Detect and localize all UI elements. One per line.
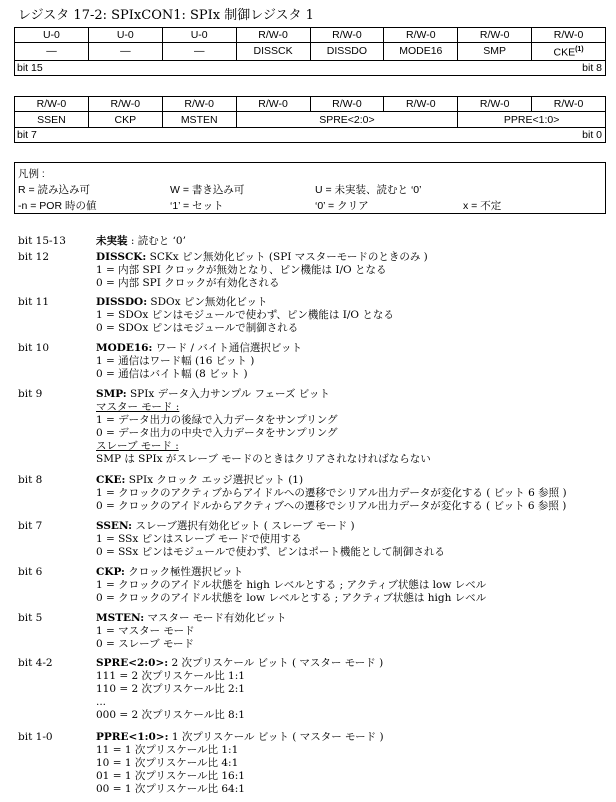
bit-name-cell: MSTEN	[162, 112, 236, 128]
bit-range-row	[15, 60, 606, 75]
description-line	[96, 683, 383, 696]
description-text: ワード / バイト通信選択ビット	[152, 342, 303, 354]
legend-unknown: x = 不定	[463, 200, 502, 212]
bit-description	[96, 731, 384, 796]
access-cell: R/W-0	[88, 97, 162, 112]
description-text: 1 = 通信はワード幅 (16 ビット )	[96, 355, 255, 367]
description-line	[96, 783, 384, 796]
register-title: レジスタ 17-2: SPIxCON1: SPIx 制御レジスタ 1	[18, 8, 314, 23]
bit-description	[96, 388, 431, 466]
field-name: DISSDO:	[96, 296, 148, 308]
description-line	[96, 309, 394, 322]
bit-name-cell: DISSDO	[310, 43, 384, 61]
bit-description	[96, 657, 383, 722]
field-name: PPRE<1:0>:	[96, 731, 169, 743]
field-name: CKP:	[96, 566, 125, 578]
description-line	[96, 520, 445, 533]
bit-name-cell: —	[162, 43, 236, 61]
access-cell: R/W-0	[384, 28, 458, 43]
field-name: MODE16:	[96, 342, 153, 354]
description-line	[96, 500, 567, 513]
description-line	[96, 533, 445, 546]
legend-write: W = 書き込み可	[170, 184, 245, 196]
description-text: マスター モード有効化ビット	[144, 612, 287, 624]
description-text: SCKx ピン無効化ビット (SPI マスターモードのときのみ )	[146, 251, 428, 263]
description-line	[96, 453, 431, 466]
description-line	[96, 487, 567, 500]
bit-label: bit 9	[18, 388, 43, 400]
description-text: 1 = SDOx ピンはモジュールで使わず、ピン機能は I/O となる	[96, 309, 394, 321]
description-text: クロック極性選択ビット	[124, 566, 244, 578]
description-text: 0 = SSx ピンはモジュールで使わず、ピンはポート機能として制御される	[96, 546, 445, 558]
description-line	[96, 322, 394, 335]
description-text: 000 = 2 次プリスケール比 8:1	[96, 709, 245, 721]
legend-title: 凡例 :	[18, 168, 45, 180]
description-text: 0 = 内部 SPI クロックが有効化される	[96, 277, 280, 289]
description-text: 111 = 2 次プリスケール比 1:1	[96, 670, 245, 682]
access-cell: R/W-0	[532, 97, 606, 112]
access-cell: R/W-0	[15, 97, 89, 112]
description-text: 1 次プリスケール ビット ( マスター モード )	[168, 731, 384, 743]
bit-description	[96, 566, 486, 605]
bit-right-label: bit 0	[582, 129, 602, 141]
description-text: SMP は SPIx がスレーブ モードのときはクリアされなければならない	[96, 453, 431, 465]
legend-read: R = 読み込み可	[18, 184, 91, 196]
description-line	[96, 440, 431, 453]
description-line	[96, 579, 486, 592]
description-line	[96, 670, 383, 683]
description-text: 2 次プリスケール ビット ( マスター モード )	[168, 657, 384, 669]
description-line	[96, 368, 302, 381]
bit-description	[96, 612, 286, 651]
access-cell: U-0	[162, 28, 236, 43]
legend-box	[14, 162, 606, 214]
description-line	[96, 657, 383, 670]
access-cell: R/W-0	[458, 97, 532, 112]
description-text: 1 = クロックのアイドル状態を high レベルとする ; アクティブ状態は low レベル	[96, 579, 487, 591]
bit-label: bit 1-0	[18, 731, 53, 743]
register-high-byte	[14, 27, 606, 76]
bit-name-cell: —	[88, 43, 162, 61]
bit-name-cell-cke	[532, 43, 606, 61]
legend-unimplemented: U = 未実装、読むと ‘0’	[315, 184, 422, 196]
description-text: 110 = 2 次プリスケール比 2:1	[96, 683, 245, 695]
description-text: SPIx データ入力サンプル フェーズ ビット	[126, 388, 330, 400]
field-name: SMP:	[96, 388, 127, 400]
description-line	[96, 355, 302, 368]
bit-label: bit 4-2	[18, 657, 53, 669]
access-cell: R/W-0	[310, 97, 384, 112]
description-text: スレーブ選択有効化ビット ( スレーブ モード )	[132, 520, 355, 532]
access-cell: R/W-0	[236, 97, 310, 112]
description-line	[96, 625, 286, 638]
bit-label: bit 11	[18, 296, 49, 308]
description-line	[96, 770, 384, 783]
access-cell: U-0	[15, 28, 89, 43]
description-line	[96, 757, 384, 770]
access-cell: R/W-0	[236, 28, 310, 43]
description-text: 00 = 1 次プリスケール比 64:1	[96, 783, 245, 795]
description-line	[96, 744, 384, 757]
access-cell: R/W-0	[384, 97, 458, 112]
bit-name-cell: DISSCK	[236, 43, 310, 61]
description-text: 1 = マスター モード	[96, 625, 195, 637]
description-text: 0 = スレーブ モード	[96, 638, 195, 650]
field-name: CKE:	[96, 474, 126, 486]
description-text: 0 = クロックのアイドルからアクティブへの遷移でシリアル出力データが変化する ( ビット 6 参照 )	[96, 500, 567, 512]
description-line	[96, 235, 186, 248]
field-name: 未実装	[96, 235, 128, 247]
description-line	[96, 566, 486, 579]
access-cell: U-0	[88, 28, 162, 43]
bit-description	[96, 251, 428, 290]
description-line	[96, 612, 286, 625]
field-name: DISSCK:	[96, 251, 147, 263]
bit-label: bit 8	[18, 474, 43, 486]
bit-description	[96, 342, 302, 381]
bit-left-label: bit 7	[17, 129, 37, 141]
description-line	[96, 264, 428, 277]
description-line	[96, 277, 428, 290]
bit-name-cell: CKP	[88, 112, 162, 128]
description-line	[96, 696, 383, 709]
description-line	[96, 414, 431, 427]
bit-label: bit 10	[18, 342, 49, 354]
bit-name-cell: SPRE<2:0>	[236, 112, 458, 128]
description-line	[96, 474, 567, 487]
field-name: MSTEN:	[96, 612, 145, 624]
bit-label: bit 5	[18, 612, 43, 624]
description-text: 0 = 通信はバイト幅 (8 ビット )	[96, 368, 248, 380]
bit-label: bit 12	[18, 251, 49, 263]
description-line	[96, 388, 431, 401]
description-line	[96, 342, 302, 355]
bit-name-cell: PPRE<1:0>	[458, 112, 606, 128]
description-text: 1 = SSx ピンはスレーブ モードで使用する	[96, 533, 302, 545]
description-line	[96, 251, 428, 264]
field-name: SPRE<2:0>:	[96, 657, 169, 669]
description-line	[96, 427, 431, 440]
access-cell: R/W-0	[532, 28, 606, 43]
description-text: 0 = SDOx ピンはモジュールで制御される	[96, 322, 299, 334]
footnote-mark: (1)	[575, 46, 584, 53]
description-text: 01 = 1 次プリスケール比 16:1	[96, 770, 245, 782]
description-text: SPIx クロック エッジ選択ビット (1)	[125, 474, 304, 486]
access-cell: R/W-0	[458, 28, 532, 43]
bit-description	[96, 520, 445, 559]
description-line	[96, 546, 445, 559]
bit-name-cell: —	[15, 43, 89, 61]
bit-right-label: bit 8	[582, 61, 602, 74]
bit-name-cell: SSEN	[15, 112, 89, 128]
bit-label: bit 15-13	[18, 235, 66, 247]
description-text: 1 = データ出力の後緑で入力データをサンプリング	[96, 414, 338, 426]
description-line	[96, 296, 394, 309]
bit-description	[96, 474, 567, 513]
bit-left-label: bit 15	[17, 61, 43, 74]
legend-por: -n = POR 時の値	[18, 200, 97, 212]
description-line	[96, 592, 486, 605]
description-text: 11 = 1 次プリスケール比 1:1	[96, 744, 239, 756]
bit-description	[96, 296, 394, 335]
bit-range-row	[15, 128, 606, 143]
description-text: 0 = クロックのアイドル状態を low レベルとする ; アクティブ状態は high レベル	[96, 592, 487, 604]
description-text: ...	[96, 696, 107, 708]
description-line	[96, 638, 286, 651]
bit-name: CKE	[553, 46, 576, 59]
legend-set: ‘1’ = セット	[170, 200, 224, 212]
legend-clear: ‘0’ = クリア	[315, 200, 369, 212]
access-cell: R/W-0	[162, 97, 236, 112]
description-line	[96, 401, 431, 414]
description-text: 1 = 内部 SPI クロックが無効となり、ピン機能は I/O となる	[96, 264, 387, 276]
description-line	[96, 731, 384, 744]
bit-label: bit 7	[18, 520, 43, 532]
bit-description	[96, 235, 186, 248]
description-text: 1 = クロックのアクティブからアイドルへの遷移でシリアル出力データが変化する ( ビット 6 参照 )	[96, 487, 567, 499]
field-name: SSEN:	[96, 520, 133, 532]
bit-label: bit 6	[18, 566, 43, 578]
bit-name-cell: SMP	[458, 43, 532, 61]
description-text: 10 = 1 次プリスケール比 4:1	[96, 757, 239, 769]
description-text: SDOx ピン無効化ビット	[147, 296, 268, 308]
description-text: スレーブ モード :	[96, 440, 179, 452]
description-line	[96, 709, 383, 722]
description-text: マスター モード :	[96, 401, 180, 413]
description-text: : 読むと ‘0’	[127, 235, 186, 247]
description-text: 0 = データ出力の中央で入力データをサンプリング	[96, 427, 338, 439]
register-low-byte	[14, 96, 606, 143]
access-cell: R/W-0	[310, 28, 384, 43]
bit-name-cell: MODE16	[384, 43, 458, 61]
